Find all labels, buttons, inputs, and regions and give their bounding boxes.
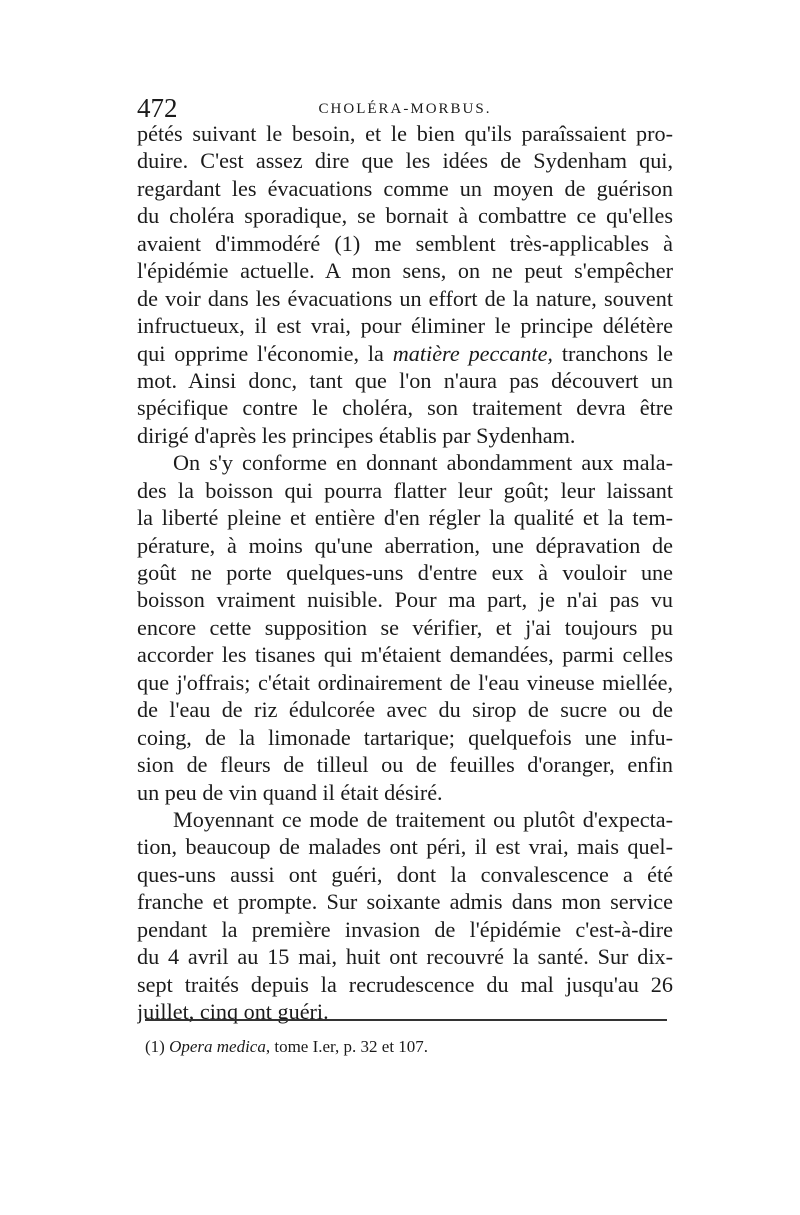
text-line: sion de fleurs de tilleul ou de feuilles d'oranger, enfin — [137, 752, 673, 778]
text-line: infructueux, il est vrai, pour éliminer le principe délétère — [137, 313, 673, 339]
text-line: pétés suivant le besoin, et le bien qu'ils paraîssaient pro- — [137, 121, 673, 146]
footnote-reference: , tome I.er, p. 32 et 107. — [265, 1037, 429, 1056]
text-line: duire. C'est assez dire que les idées de Sydenham qui, — [137, 148, 673, 174]
text-segment: qui opprime l'économie, la — [137, 340, 384, 366]
text-line: pérature, à moins qu'une aberration, une dépravation de — [137, 532, 673, 558]
text-line: de l'eau de riz édulcorée avec du sirop de sucre ou de — [137, 697, 673, 723]
text-line: tion, beaucoup de malades ont péri, il est vrai, mais quel- — [137, 834, 673, 860]
text-line: On s'y conforme en donnant abondamment aux mala- — [173, 450, 673, 476]
text-line: du 4 avril au 15 mai, huit ont recouvré la santé. Sur dix- — [137, 944, 673, 970]
text-line: encore cette supposition se vérifier, et j'ai toujours pu — [137, 614, 673, 640]
text-line: pendant la première invasion de l'épidémie c'est-à-dire — [137, 916, 673, 942]
text-line: dirigé d'après les principes établis par Sydenham. — [137, 422, 576, 448]
text-line: la liberté pleine et entière d'en régler la qualité et la tem- — [137, 505, 673, 531]
text-segment: tranchons le — [552, 340, 673, 366]
body-text — [137, 120, 673, 1025]
text-line: sept traités depuis la recrudescence du mal jusqu'au 26 — [137, 971, 673, 997]
text-line: spécifique contre le choléra, son traitement devra être — [137, 395, 673, 421]
footnote — [145, 1036, 428, 1058]
text-line: regardant les évacuations comme un moyen de guérison — [137, 175, 673, 201]
text-line: juillet, cinq ont guéri. — [137, 999, 329, 1024]
text-line: des la boisson qui pourra flatter leur goût; leur laissant — [137, 477, 673, 503]
page-header — [137, 93, 673, 123]
page-number: 472 — [137, 93, 178, 123]
text-line: de voir dans les évacuations un effort de la nature, souvent — [137, 285, 673, 311]
text-line: Moyennant ce mode de traitement ou plutôt d'expecta- — [173, 806, 673, 832]
running-head: CHOLÉRA-MORBUS. — [318, 101, 492, 117]
text-line: mot. Ainsi donc, tant que l'on n'aura pas découvert un — [137, 367, 673, 393]
text-line: l'épidémie actuelle. A mon sens, on ne peut s'empêcher — [137, 258, 673, 284]
text-line: boisson vraiment nuisible. Pour ma part, je n'ai pas vu — [137, 587, 673, 613]
text-line: du choléra sporadique, se bornait à combattre ce qu'elles — [137, 203, 673, 229]
text-line: avaient d'immodéré (1) me semblent très-applicables à — [137, 230, 673, 256]
footnote-marker: (1) — [145, 1037, 170, 1056]
text-line: coing, de la limonade tartarique; quelquefois une infu- — [137, 724, 673, 750]
text-line: un peu de vin quand il était désiré. — [137, 779, 443, 805]
text-line: goût ne porte quelques-uns d'entre eux à vouloir une — [137, 560, 673, 585]
text-line: ques-uns aussi ont guéri, dont la convalescence a été — [137, 861, 673, 887]
text-line: franche et prompte. Sur soixante admis dans mon service — [137, 889, 673, 915]
footnote-title: Opera medica — [169, 1037, 266, 1056]
footnote-rule — [145, 1019, 667, 1021]
text-line-with-emphasis — [137, 340, 673, 367]
text-line: que j'offrais; c'était ordinairement de l'eau vineuse miellée, — [137, 669, 673, 695]
text-line: accorder les tisanes qui m'étaient demandées, parmi celles — [137, 642, 673, 668]
emphasis-text: matière peccante, — [383, 340, 553, 366]
